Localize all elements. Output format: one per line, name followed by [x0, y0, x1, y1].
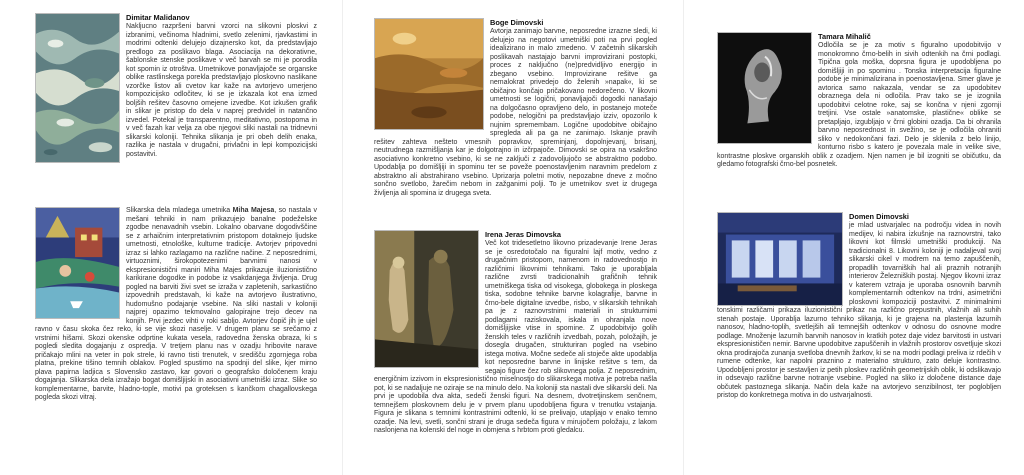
artist-text: je mlad ustvarjalec na področju videa in novih medijev, ki nabira izkušnje na raznovrstni, tako likovni kot filmski umetniški produkciji. Na tradicionalni 8. Likovni koloniji je nadaljeval svoj slikarski cikel v modrem na temo zapuščenih, propadlih tovarniških hal ali praznih notranjih interierov Železniških postaj. Njegov likovni izraz v katerem vztraja je uporaba osnovnih barvnih komplementarnih odtenkov na trdni, asimetrični ploskovni kompoziciji postavitvi. Z minimalnimi tonskimi različami prikaza iluzionistični prikaz na različno prepustnih, vlažnih ali suhih stenah postaje. Uporablja lazurno tehniko slikanja, ki je grajena na plastenja lazurnih nanosov, hladno-toplih, svetlejših ali temnejših odtenkov v odnosu do osnovne modre podlage. Množenje lazurnih barvnih nanosov in kratkih potez daje videz barvitosti in ustvari ekspresionističen nemir. Barvne upodobitve zapuščenih in vlažnih prostorov osvetljuje skozi okna prodirajoča zunanja svetloba dnevnih žarkov, ki se na modri podlagi preliva iz rdečih v rumene odtenke, kar napolni praznino z materialno strukturo, zato deluje kontrastno. Upodobljeni prostor je sestavljen iz petih ploskev različnih geometrijskih oblik, ki odslikavajo in odsevajo različne barvne notranje vsebine. Pogled na sliko iz določene distance daje občutek pastoznega slikanja. Način dela kaže na avtorjevo senzibilnost, ter poglobljen pristop do konkretnega motiva in do ustvarjalnosti. [717, 222, 1001, 399]
blue-window-domen-icon [717, 212, 843, 306]
artist-text: Odločila se je za motiv s figuralno upodobitvijo v monokromno črno-belih in sivih odtenkih na črni podlagi. Tipična gola moška, doprsna figura je upodobljena po domišljiji in po spominu . Tonska interpretacija figuralne podobe je minimalizirana in poenostavljena. Smer glave je avtorica samo nakazala, vendar se za upodobitev obraznega dela ni odločila. Prav tako se je izognila upodobitvi celotne roke, saj se končna v njeni zgornji tretjini. Vse ostale »anatomske, plastične« oblike se pretapljajo, izgubljajo v črni globini ozadja. Da bi ohranila barvno neposrednost in svežino, se je odločila ohraniti sliko v nedokončani fazi. Delo je sklenila z belo linijo, konturno risbo s katero je povezala male in velike sive, kontrastne ploskve organskih oblik z ozadjem. Njen namen je bil izogniti se običutku, da gledamo fotografski črno-bel posnetek. [717, 42, 1001, 168]
artist-name: Domen Dimovski [849, 212, 909, 221]
entry-boge-dimovski [342, 18, 683, 198]
entry-tamara-mihalic [683, 32, 1024, 170]
entry-miha-majes [0, 207, 342, 403]
artist-name: Irena Jeras Dimovska [485, 230, 562, 239]
artist-text: Avtorja zanimajo barvne, neposredne izrazne sledi, ki delujejo na negotovi umetniški poti na prvi pogled idealizirano in malo zmedeno. V začetnih slikarskih poslikavah nastajajo barvni improvizirani postopki, proces z naključno (ne)predvidljivo energijo in zbegano vsebino. Improvizirane rešitve ga nemalokrat privedejo do želenih »napak«, ki se običajno končajo pričakovano nedorečeno. V likovni umetnosti se logični, ponavljajoči dogodki nanašajo na dolgočasno opravljeno delo, in postanejo motеče podobe, nelogični pa predstavljajo izziv, opozorilo k nujnim spremembam. Logične upodobitve običajno spregleda ali pa ga ne zanimajo. Iskanje pravih rešitev zahteva nešteto vmesnih popravkov, spreminjanj, dopolnjevanj, brisanj, neutrudnega razmišljanja kar je dolgotrajno in izčrpajoče. Dimovski se opira na vsakršno asociativno konkretno vsebino, ki se ne zaključi z zadovoljujočo se abstraktno podobo. Upodablja po domišljiji in spominu ter se poveže poenostavljenim naravnim predelom z abstraktno ali abstrahirano vsebino. Uprizarja poletni motiv, nepozabne dneve z močno sončno svetlobo, žarečim nebom in zažganimi polji. To je umetnikov svet iz drugega življenja ali spomina iz drugega sveta. [374, 28, 657, 197]
entry-irena-jeras-dimovska [342, 230, 683, 436]
right-panel [683, 0, 1024, 475]
entry-dimitar-malidanov [0, 13, 342, 164]
artist-text: Nakljucno razpršeni barvni vzorci na slikovni ploskvi z izbranimi, večinoma hladnimi, svetlo zelenimi, rjavkastimi in modrimi odtenki delujejo dizajnersko kot, da predstavljajo predlogo za poslikavo blaga. Asociacija na dekorativne, šablonske stenske poslikave v več barvah se mi je porodila kot spomin iz otroštva. Umetnikove ponavljajoče se organske oblike rastlinskega porekla predstavljajo ploskovno naslikane vzorčke listov ali cvetov kar kaže na avtorjevo umerjeno kompozicijsko odločitev, ki se je izkazala kot ena izmed boljših rešitev časovno omejene izvedbe. Kot izkušen grafik in slikar je pristop do dela v naprej predvidel in natančno izvedel. Potekal je transparentno, meditativno, postopoma in v več fazah kar velja za obe njegovi sliki nastali na tridnevni slikarski koloniji. Tehnika slikanja je pri obeh delih enaka, razlika je nastala v drugačni, privlačni in lepi kompozicijski postavitvi. [126, 23, 317, 158]
left-panel [0, 0, 342, 475]
artist-text: Več kot tridesetletno likovno prizadevanje Irene Jeras se je osredotočalo na figuralni lajf motiv, vedno z drugačnim pristopom, namenom in radovednostjo in različnimi likovnimi tehnikami. Tako je uporabljala različne zvrsti tradicionalnih grafičnih tehnik umetniškega tiska od visokega, globokega in ploskega tiska, sodobne tehnike barvne kolagrafije, barvne in črno-bele digitalne izvedbe, risbo, v slikarskih tehnikah pa je z raznovrstnimi materiali in strukturnimi podlagami raziskovala, iskala in ohranjala nove domišljijske vtise in spomine. Z upodobitvijo golih ženskih teles v različnih izvedbah, pozah, položajih, je dosegla drugačen, strukturiran pogled na vsebino istega motiva. Močne sedeče ali stoječe akte upodablja kot neposredne barvne in linijske rešitve s tem, da segajo figure čez rob slikovnega polja. Z neposrednim, energičnim izzivom in ekspresionistično miselnostjo do slikarskega motiva je potreba našla pot, ki se nadaljuje ne oziraje se na minulo delo. Na koloniji sta nastali dve slikarski deli. Na prvi je upodobila dva akta, sedeči ženski figuri. Na desnem, dvotretjinskem senčnem, temnejšem ploskovnem delu je v prvem planu upodobljena figura v trenutku vstajanja. Figura je slikana s temnimi kontrastnimi odtenki, ki se prelivajo, utapljajo v enako temno ozadje. Na levi, svetli, sončni strani je druga sedeča figura v mirujočem položaju, z lakom naslonjena na kolenski del noge in obmjena s hrbtom proti gledalcu. [374, 240, 657, 434]
artist-name: Dimitar Malidanov [126, 13, 190, 22]
monochrome-figure-tamara-icon [717, 32, 812, 144]
colorful-landscape-miha-icon [35, 207, 120, 319]
dark-figures-irena-icon [374, 230, 479, 368]
artist-name: Miha Majesa [232, 207, 275, 214]
entry-domen-dimovski [683, 212, 1024, 401]
text-before: Slikarska dela mladega umetnika [126, 207, 233, 214]
abstract-painting-dimitar-icon [35, 13, 120, 163]
artist-name: Tamara Mihalič [818, 32, 871, 41]
middle-panel [342, 0, 683, 475]
text-after: , so nastala v mešani tehniki in nam prikazujejo banalne podeželske zgodbe nenavadnih vsebin. Lokalno obarvane dogodivščine se z arhaičnim interpretativnim pristopom dotaknejo ljudske umetnosti, etnološke, kulturne tradicije. Avtorjev pripovedni izraz si lahko razlagamo na različne načine. Z neposrednimi, virtuoznimi, širokopotezenimi barvnimi nanosi v ekspresionistični maniri Miha Majes prikazuje iluzionistično karikirane dogodke in podobe iz vsakdanjega življenja. Drug pogled na barviti živi svet se izraža v zapletenih, sarkastično izpovednih predstavah, ki kaže na avtorjevo ilustrativno, hudomušno podajanje vsebine. Na sliki nastali v koloniji najprej opazimo tekmovalno galopirajne trejo decev na konjih. Prvi jezdec vihti v roki sabljo. Avtorjev čopič jih je ujel ravno v času skoka čez reko, ki se vije skozi naselje. V drugem planu se srečamo z vrstnimi hišami. Skozi okenske odprtine kukata vesela, radovedna ženska obraza, ki s pogledi sledita dogajanju z ospredja. V tretjem planu nas v ozadju hribovite narave pričakajo mlini na veter in pok strele, ki ravno tisti trenutek, v središču zgornjega roba platna, prekine tišino temnih oblakov. Pogled spustimo na spodnji del slike, kjer mirno plava papirna ladjica s Slovensko zastavo, kar govori o geografsko določenem kraju dogajanja. Slikarska dela izražajo bogat domišljijski in asociativni umetniški izraz. Slike so komplementarne, barvite, hladno-tople, motivi pa groteksen s kančkom chagallovskega pogleda skozi vitraj. [35, 207, 317, 401]
artist-name: Boge Dimovski [490, 18, 544, 27]
ochre-abstract-boge-icon [374, 18, 484, 130]
